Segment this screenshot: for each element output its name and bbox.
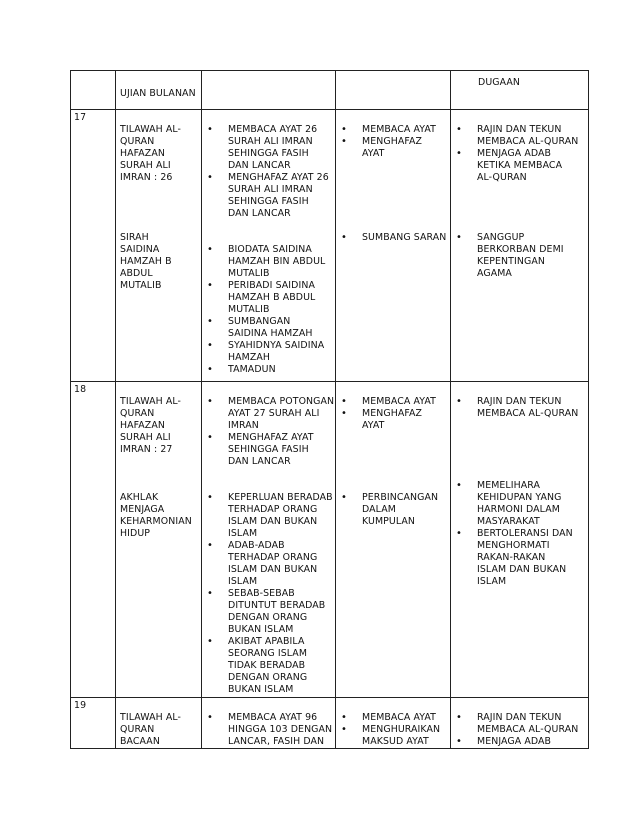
list-item: • SANGGUP BERKORBAN DEMI KEPENTINGAN AGAMA (451, 232, 588, 280)
content-list (202, 382, 335, 468)
activity-list (336, 698, 450, 748)
topic-cell (116, 71, 202, 110)
week-cell (71, 698, 116, 749)
values-cell (451, 382, 589, 698)
topic-text: TILAWAH AL- QURAN HAFAZAN SURAH ALI IMRAN : 27 (120, 396, 181, 455)
activity-cell (336, 110, 451, 382)
values-list (451, 698, 588, 748)
values-list (451, 184, 588, 280)
activity-list (336, 432, 450, 528)
values-text: DUGAAN (478, 77, 521, 88)
list-item: • MENJAGA ADAB (451, 736, 588, 748)
list-item: • RAJIN DAN TEKUN MEMBACA AL-QURAN (451, 712, 588, 736)
values-cell (451, 698, 589, 749)
week-number: 19 (74, 700, 87, 711)
week-number: 18 (74, 384, 87, 395)
topic-text: TILAWAH AL- QURAN BACAAN (120, 712, 181, 747)
week-cell (71, 71, 116, 110)
content-list (202, 698, 335, 748)
topic-text: SIRAH SAIDINA HAMZAH B ABDUL MUTALIB (120, 232, 172, 291)
content-cell (202, 382, 336, 698)
table-row (71, 71, 589, 110)
content-list (202, 110, 335, 220)
topic-cell (116, 698, 202, 749)
list-item: • SUMBANG SARAN (336, 232, 450, 244)
list-item: • SYAHIDNYA SAIDINA HAMZAH (202, 340, 335, 364)
list-item: • MENJAGA ADAB KETIKA MEMBACA AL-QURAN (451, 148, 588, 184)
list-item: • KEPERLUAN BERADAB TERHADAP ORANG ISLAM DAN BUKAN ISLAM (202, 492, 335, 540)
activity-cell (336, 71, 451, 110)
activity-list (336, 382, 450, 432)
table-row (71, 698, 589, 749)
week-cell (71, 382, 116, 698)
list-item: • MENGHAFAZ AYAT SEHINGGA FASIH DAN LANCAR (202, 432, 335, 468)
list-item: • MENGHAFAZ AYAT 26 SURAH ALI IMRAN SEHINGGA FASIH DAN LANCAR (202, 172, 335, 220)
values-cell (451, 110, 589, 382)
week-number: 17 (74, 112, 87, 123)
list-item: • ADAB-ADAB TERHADAP ORANG ISLAM DAN BUKAN ISLAM (202, 540, 335, 588)
list-item: • MEMBACA AYAT (336, 124, 450, 136)
list-item: • PERBINCANGAN DALAM KUMPULAN (336, 492, 450, 528)
list-item: • MENGHURAIKAN MAKSUD AYAT (336, 724, 450, 748)
list-item: • MENGHAFAZ AYAT (336, 408, 450, 432)
topic-cell (116, 110, 202, 382)
table-row (71, 382, 589, 698)
content-list (202, 220, 335, 376)
list-item: • MENGHAFAZ AYAT (336, 136, 450, 160)
list-item: • MEMBACA AYAT 26 SURAH ALI IMRAN SEHINGGA FASIH DAN LANCAR (202, 124, 335, 172)
list-item: • PERIBADI SAIDINA HAMZAH B ABDUL MUTALIB (202, 280, 335, 316)
topic-text: UJIAN BULANAN (120, 88, 196, 99)
content-cell (202, 698, 336, 749)
list-item: • MEMBACA AYAT (336, 396, 450, 408)
values-list (451, 110, 588, 184)
topic-cell (116, 382, 202, 698)
activity-list (336, 160, 450, 244)
list-item: • MEMBACA AYAT (336, 712, 450, 724)
week-cell (71, 110, 116, 382)
values-list (451, 382, 588, 420)
list-item: • RAJIN DAN TEKUN MEMBACA AL-QURAN (451, 396, 588, 420)
list-item: • TAMADUN (202, 364, 335, 376)
topic-text: TILAWAH AL- QURAN HAFAZAN SURAH ALI IMRAN : 26 (120, 124, 181, 183)
list-item: • MEMBACA AYAT 96 HINGGA 103 DENGAN LANCAR, FASIH DAN (202, 712, 335, 748)
activity-cell (336, 382, 451, 698)
lesson-plan-table (70, 70, 589, 749)
list-item: • RAJIN DAN TEKUN MEMBACA AL-QURAN (451, 124, 588, 148)
content-list (202, 468, 335, 696)
values-list (451, 420, 588, 588)
list-item: • MEMBACA POTONGAN AYAT 27 SURAH ALI IMRAN (202, 396, 335, 432)
table-row (71, 110, 589, 382)
content-cell (202, 71, 336, 110)
list-item: • SUMBANGAN SAIDINA HAMZAH (202, 316, 335, 340)
content-cell (202, 110, 336, 382)
list-item: • BIODATA SAIDINA HAMZAH BIN ABDUL MUTALIB (202, 244, 335, 280)
list-item: • BERTOLERANSI DAN MENGHORMATI RAKAN-RAKAN ISLAM DAN BUKAN ISLAM (451, 528, 588, 588)
list-item: • AKIBAT APABILA SEORANG ISLAM TIDAK BERADAB DENGAN ORANG BUKAN ISLAM (202, 636, 335, 696)
values-cell (451, 71, 589, 110)
list-item: • SEBAB-SEBAB DITUNTUT BERADAB DENGAN ORANG BUKAN ISLAM (202, 588, 335, 636)
activity-cell (336, 698, 451, 749)
list-item: • MEMELIHARA KEHIDUPAN YANG HARMONI DALAM MASYARAKAT (451, 480, 588, 528)
activity-list (336, 110, 450, 160)
topic-text: AKHLAK MENJAGA KEHARMONIAN HIDUP (120, 492, 192, 539)
